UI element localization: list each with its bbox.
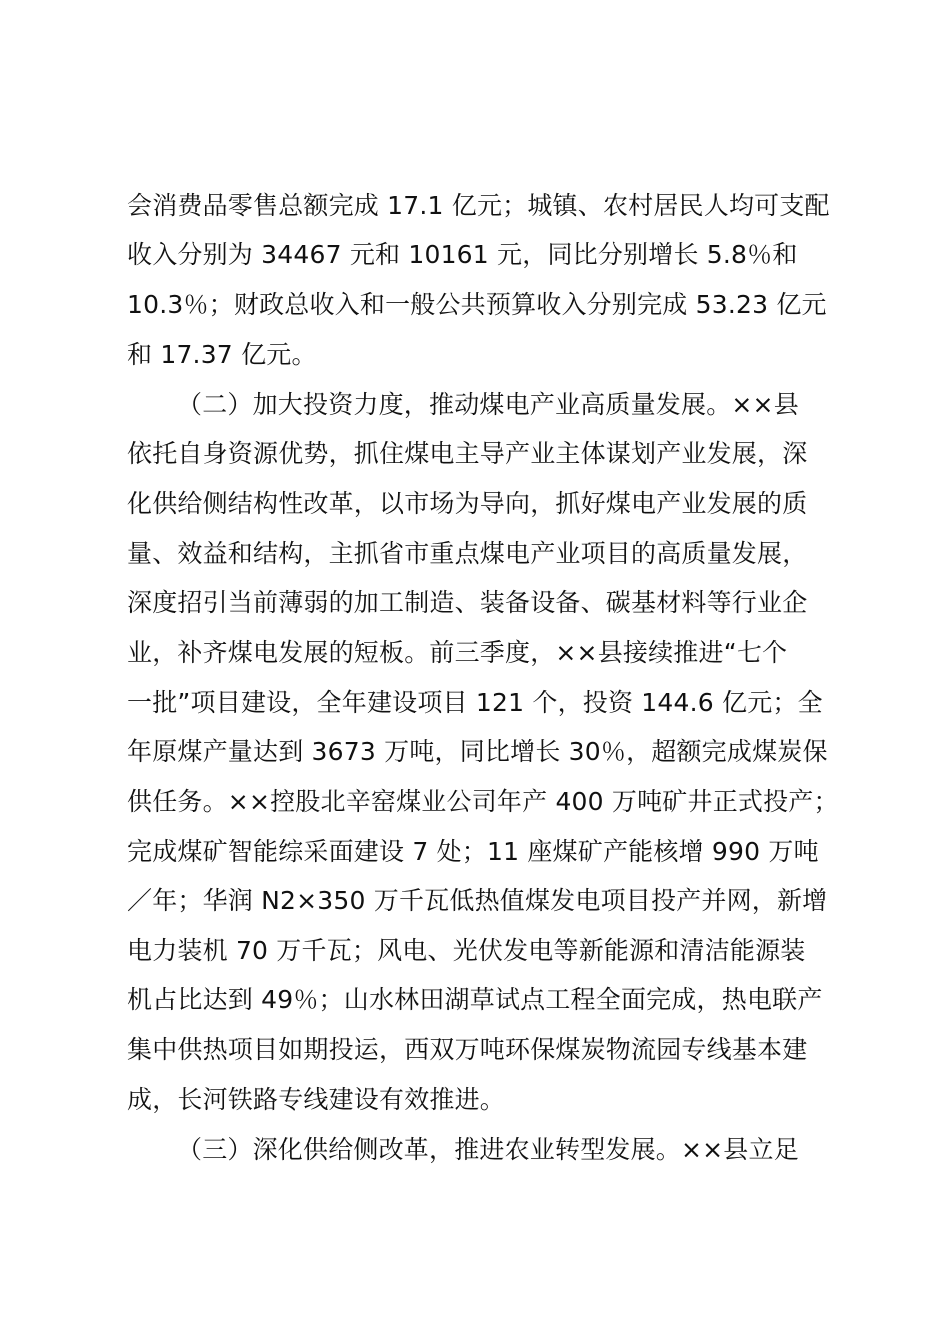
text-line: ／年；华润 N2×350 万千瓦低热值煤发电项目投产并网，新增 [127, 886, 828, 915]
text-line: 收入分别为 34467 元和 10161 元，同比分别增长 5.8％和 [127, 240, 798, 269]
text-line: 业，补齐煤电发展的短板。前三季度，××县接续推进“七个 [127, 638, 788, 667]
section-heading-line: （二）加大投资力度，推动煤电产业高质量发展。××县 [177, 390, 799, 419]
text-line: 化供给侧结构性改革，以市场为导向，抓好煤电产业发展的质 [127, 489, 808, 518]
text-line: 机占比达到 49％；山水林田湖草试点工程全面完成，热电联产 [127, 985, 823, 1014]
text-line: 和 17.37 亿元。 [127, 340, 317, 369]
text-line: 依托自身资源优势，抓住煤电主导产业主体谋划产业发展，深 [127, 439, 808, 468]
text-line: 量、效益和结构，主抓省市重点煤电产业项目的高质量发展， [127, 539, 808, 568]
text-line: 会消费品零售总额完成 17.1 亿元；城镇、农村居民人均可支配 [127, 191, 830, 220]
text-line: 电力装机 70 万千瓦；风电、光伏发电等新能源和清洁能源装 [127, 936, 806, 965]
text-line: 一批”项目建设，全年建设项目 121 个，投资 144.6 亿元；全 [127, 688, 823, 717]
section-heading-line: （三）深化供给侧改革，推进农业转型发展。××县立足 [177, 1135, 799, 1164]
text-line: 10.3％；财政总收入和一般公共预算收入分别完成 53.23 亿元 [127, 290, 827, 319]
text-line: 完成煤矿智能综采面建设 7 处；11 座煤矿产能核增 990 万吨 [127, 837, 819, 866]
text-line: 深度招引当前薄弱的加工制造、装备设备、碳基材料等行业企 [127, 588, 808, 617]
text-line: 供任务。××控股北辛窑煤业公司年产 400 万吨矿井正式投产； [127, 787, 839, 816]
text-line: 集中供热项目如期投运，西双万吨环保煤炭物流园专线基本建 [127, 1035, 808, 1064]
text-line: 成，长河铁路专线建设有效推进。 [127, 1085, 506, 1114]
text-line: 年原煤产量达到 3673 万吨，同比增长 30％，超额完成煤炭保 [127, 737, 828, 766]
